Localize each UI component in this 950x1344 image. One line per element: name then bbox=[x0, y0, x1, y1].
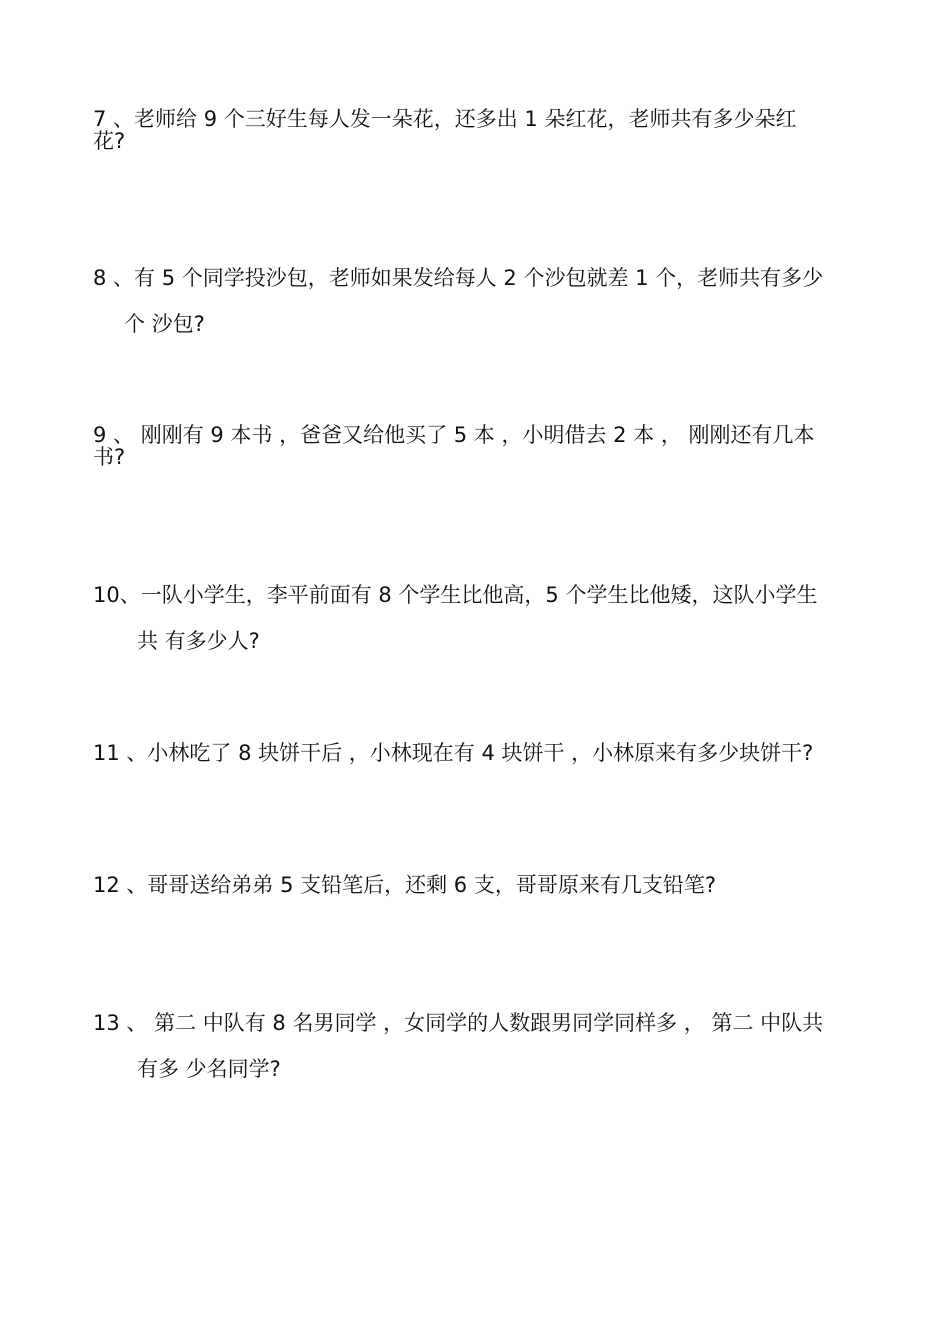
question-8-line-2: 个 沙包? bbox=[124, 312, 205, 336]
question-12 bbox=[93, 873, 863, 897]
question-10-line-1: 10、一队小学生，李平前面有 8 个学生比他高，5 个学生比他矮，这队小学生 bbox=[93, 583, 818, 607]
question-8-line-1: 8 、有 5 个同学投沙包，老师如果发给每人 2 个沙包就差 1 个，老师共有多少 bbox=[93, 266, 824, 290]
question-7 bbox=[93, 108, 863, 152]
question-13 bbox=[93, 1011, 863, 1081]
question-9-line-1: 9 、 刚刚有 9 本书 ，爸爸又给他买了 5 本 ，小明借去 2 本 ， 刚刚还有几本 bbox=[93, 423, 815, 447]
question-12-line-1: 12 、哥哥送给弟弟 5 支铅笔后，还剩 6 支，哥哥原来有几支铅笔? bbox=[93, 873, 716, 897]
question-10-line-2: 共 有多少人? bbox=[137, 629, 260, 653]
question-11-line-1: 11 、小林吃了 8 块饼干后 ，小林现在有 4 块饼干 ，小林原来有多少块饼干? bbox=[93, 741, 814, 765]
question-11 bbox=[93, 741, 863, 765]
question-13-line-1: 13 、 第二 中队有 8 名男同学 ，女同学的人数跟男同学同样多 ， 第二 中队共 bbox=[93, 1011, 824, 1035]
question-13-line-2: 有多 少名同学? bbox=[137, 1057, 281, 1081]
question-7-line-2: 花? bbox=[93, 129, 126, 153]
question-9-line-2: 书? bbox=[93, 445, 126, 469]
question-7-line-1: 7 、老师给 9 个三好生每人发一朵花，还多出 1 朵红花，老师共有多少朵红 bbox=[93, 107, 797, 131]
question-9 bbox=[93, 424, 863, 468]
question-8 bbox=[93, 266, 863, 336]
question-10 bbox=[93, 583, 863, 653]
